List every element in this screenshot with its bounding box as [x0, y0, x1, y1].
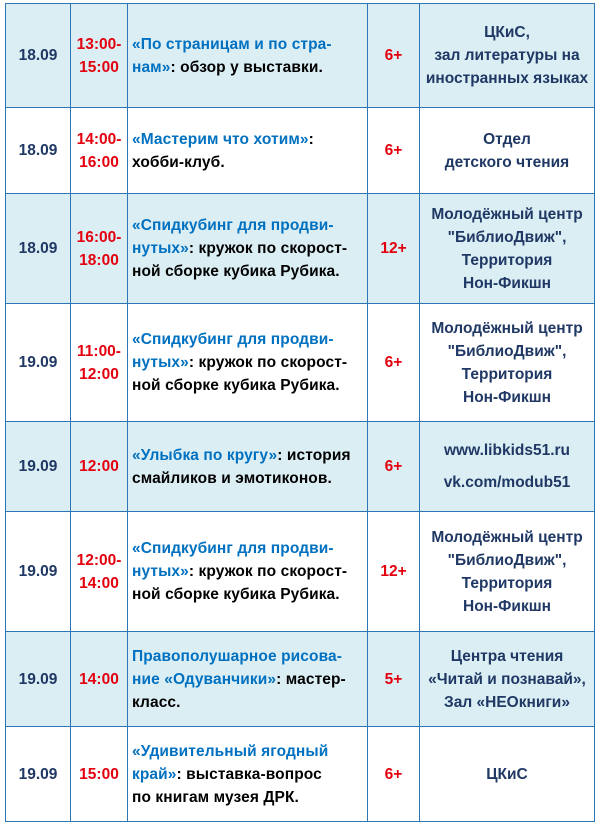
event-title: «Спидкубинг для продви- — [132, 331, 334, 348]
age-rating: 12+ — [368, 194, 420, 304]
event-text: по книгам музея ДРК. — [132, 788, 299, 806]
event-title: нутых» — [132, 240, 189, 257]
event-date: 19.09 — [6, 632, 71, 727]
age-rating: 6+ — [368, 727, 420, 822]
event-title: «Спидкубинг для продви- — [132, 540, 334, 557]
schedule-row — [6, 512, 595, 632]
schedule-row — [6, 4, 595, 108]
time-line: 18:00 — [79, 251, 119, 269]
time-line: 14:00 — [79, 574, 119, 592]
location-line: зал литературы на — [434, 47, 580, 64]
event-text: : мастер- — [276, 670, 346, 688]
location-line: Территория — [461, 365, 553, 383]
event-date: 18.09 — [6, 4, 71, 108]
location-line: Территория — [461, 251, 553, 269]
event-line — [132, 260, 363, 283]
event-line — [132, 786, 363, 809]
event-text: ной сборке кубика Рубика. — [132, 377, 340, 394]
schedule-row — [6, 422, 595, 512]
schedule-row — [6, 108, 595, 194]
event-description — [128, 304, 368, 422]
event-time — [71, 4, 128, 108]
event-line — [132, 645, 363, 668]
event-location — [420, 422, 595, 512]
event-location — [420, 304, 595, 422]
event-title: нутых» — [132, 354, 189, 371]
event-title: «По страницам и по стра- — [132, 35, 332, 53]
event-title: «Спидкубинг для продви- — [132, 217, 334, 234]
time-line: 12:00- — [76, 551, 122, 569]
event-text: ной сборке кубика Рубика. — [132, 586, 340, 603]
event-date: 18.09 — [6, 108, 71, 194]
event-time — [71, 304, 128, 422]
location-line: "БиблиоДвиж", — [447, 342, 567, 360]
location-line: Нон-Фикшн — [463, 597, 551, 615]
event-text: смайликов и эмотиконов. — [132, 469, 332, 487]
time-line: 14:00 — [79, 670, 119, 688]
event-line — [132, 444, 363, 467]
location-line: Молодёжный центр — [431, 528, 583, 546]
event-text: класс. — [132, 693, 181, 711]
schedule-row — [6, 194, 595, 304]
event-text: : кружок по скорост- — [188, 354, 348, 371]
event-time — [71, 422, 128, 512]
event-line — [132, 763, 363, 786]
event-line — [132, 374, 363, 397]
event-description — [128, 727, 368, 822]
event-description — [128, 422, 368, 512]
event-line — [132, 691, 363, 714]
event-title: край» — [132, 765, 177, 783]
event-line — [132, 56, 363, 79]
age-rating: 5+ — [368, 632, 420, 727]
event-title: «Улыбка по кругу» — [132, 446, 278, 464]
event-location — [420, 512, 595, 632]
event-line — [132, 668, 363, 691]
age-rating: 6+ — [368, 304, 420, 422]
time-line: 13:00- — [76, 35, 122, 53]
event-text: : кружок по скорост- — [188, 563, 348, 580]
event-time — [71, 632, 128, 727]
event-text: : — [308, 130, 314, 148]
location-line: детского чтения — [444, 153, 570, 171]
event-title: нутых» — [132, 563, 189, 580]
event-location — [420, 727, 595, 822]
location-line: "БиблиоДвиж", — [447, 551, 567, 569]
event-title: «Удивительный ягодный — [132, 742, 329, 760]
event-text: хобби-клуб. — [132, 153, 225, 171]
event-line — [132, 128, 363, 151]
event-line — [132, 214, 363, 237]
event-title: нам» — [132, 58, 171, 76]
location-line: vk.com/modub51 — [443, 473, 571, 491]
location-line: ЦКиС, — [484, 24, 530, 41]
location-line: Отдел — [483, 130, 531, 148]
event-line — [132, 560, 363, 583]
event-description — [128, 108, 368, 194]
event-location — [420, 4, 595, 108]
age-rating: 6+ — [368, 422, 420, 512]
event-line — [132, 33, 363, 56]
event-date: 19.09 — [6, 512, 71, 632]
schedule-row — [6, 727, 595, 822]
age-rating: 6+ — [368, 4, 420, 108]
time-line: 12:00 — [79, 458, 119, 475]
event-text: ной сборке кубика Рубика. — [132, 263, 340, 280]
location-line: ЦКиС — [486, 765, 528, 783]
location-line: Центра чтения — [450, 647, 564, 665]
location-line: иностранных языках — [425, 70, 589, 87]
location-line: Зал «НЕОкниги» — [444, 693, 570, 711]
event-location — [420, 632, 595, 727]
event-text: : выставка-вопрос — [176, 765, 322, 783]
location-line: Молодёжный центр — [431, 319, 583, 337]
event-line — [132, 351, 363, 374]
time-line: 15:00 — [79, 58, 119, 76]
event-date: 19.09 — [6, 422, 71, 512]
event-date: 19.09 — [6, 304, 71, 422]
event-line — [132, 740, 363, 763]
schedule-table — [5, 3, 595, 822]
event-text: : кружок по скорост- — [188, 240, 348, 257]
event-line — [132, 537, 363, 560]
event-description — [128, 4, 368, 108]
location-line: «Читай и познавай», — [428, 670, 586, 688]
event-description — [128, 632, 368, 727]
event-date: 18.09 — [6, 194, 71, 304]
event-line — [132, 328, 363, 351]
event-description — [128, 194, 368, 304]
location-line: Молодёжный центр — [431, 205, 583, 223]
event-description — [128, 512, 368, 632]
event-time — [71, 108, 128, 194]
age-rating: 12+ — [368, 512, 420, 632]
event-title: ние «Одуванчики» — [132, 670, 277, 688]
schedule-row — [6, 632, 595, 727]
age-rating: 6+ — [368, 108, 420, 194]
event-location — [420, 194, 595, 304]
location-line: Территория — [461, 574, 553, 592]
event-line — [132, 151, 363, 174]
event-time — [71, 512, 128, 632]
time-line: 14:00- — [76, 130, 122, 148]
event-line — [132, 583, 363, 606]
event-date: 19.09 — [6, 727, 71, 822]
location-line: Нон-Фикшн — [463, 388, 551, 406]
time-line: 16:00- — [76, 228, 122, 246]
location-line: "БиблиоДвиж", — [447, 228, 567, 246]
event-text: : обзор у выставки. — [170, 58, 323, 76]
event-location — [420, 108, 595, 194]
schedule-body — [6, 4, 595, 822]
event-title: Правополушарное рисова- — [132, 647, 342, 665]
event-title: «Мастерим что хотим» — [132, 130, 309, 148]
event-time — [71, 194, 128, 304]
time-line: 12:00 — [79, 365, 119, 383]
event-text: : история — [277, 446, 351, 464]
event-line — [132, 467, 363, 490]
time-line: 11:00- — [77, 342, 121, 360]
schedule-row — [6, 304, 595, 422]
event-line — [132, 237, 363, 260]
time-line: 16:00 — [79, 153, 119, 171]
event-time — [71, 727, 128, 822]
location-line: Нон-Фикшн — [463, 274, 551, 292]
time-line: 15:00 — [79, 765, 119, 783]
location-line: www.libkids51.ru — [443, 441, 571, 459]
